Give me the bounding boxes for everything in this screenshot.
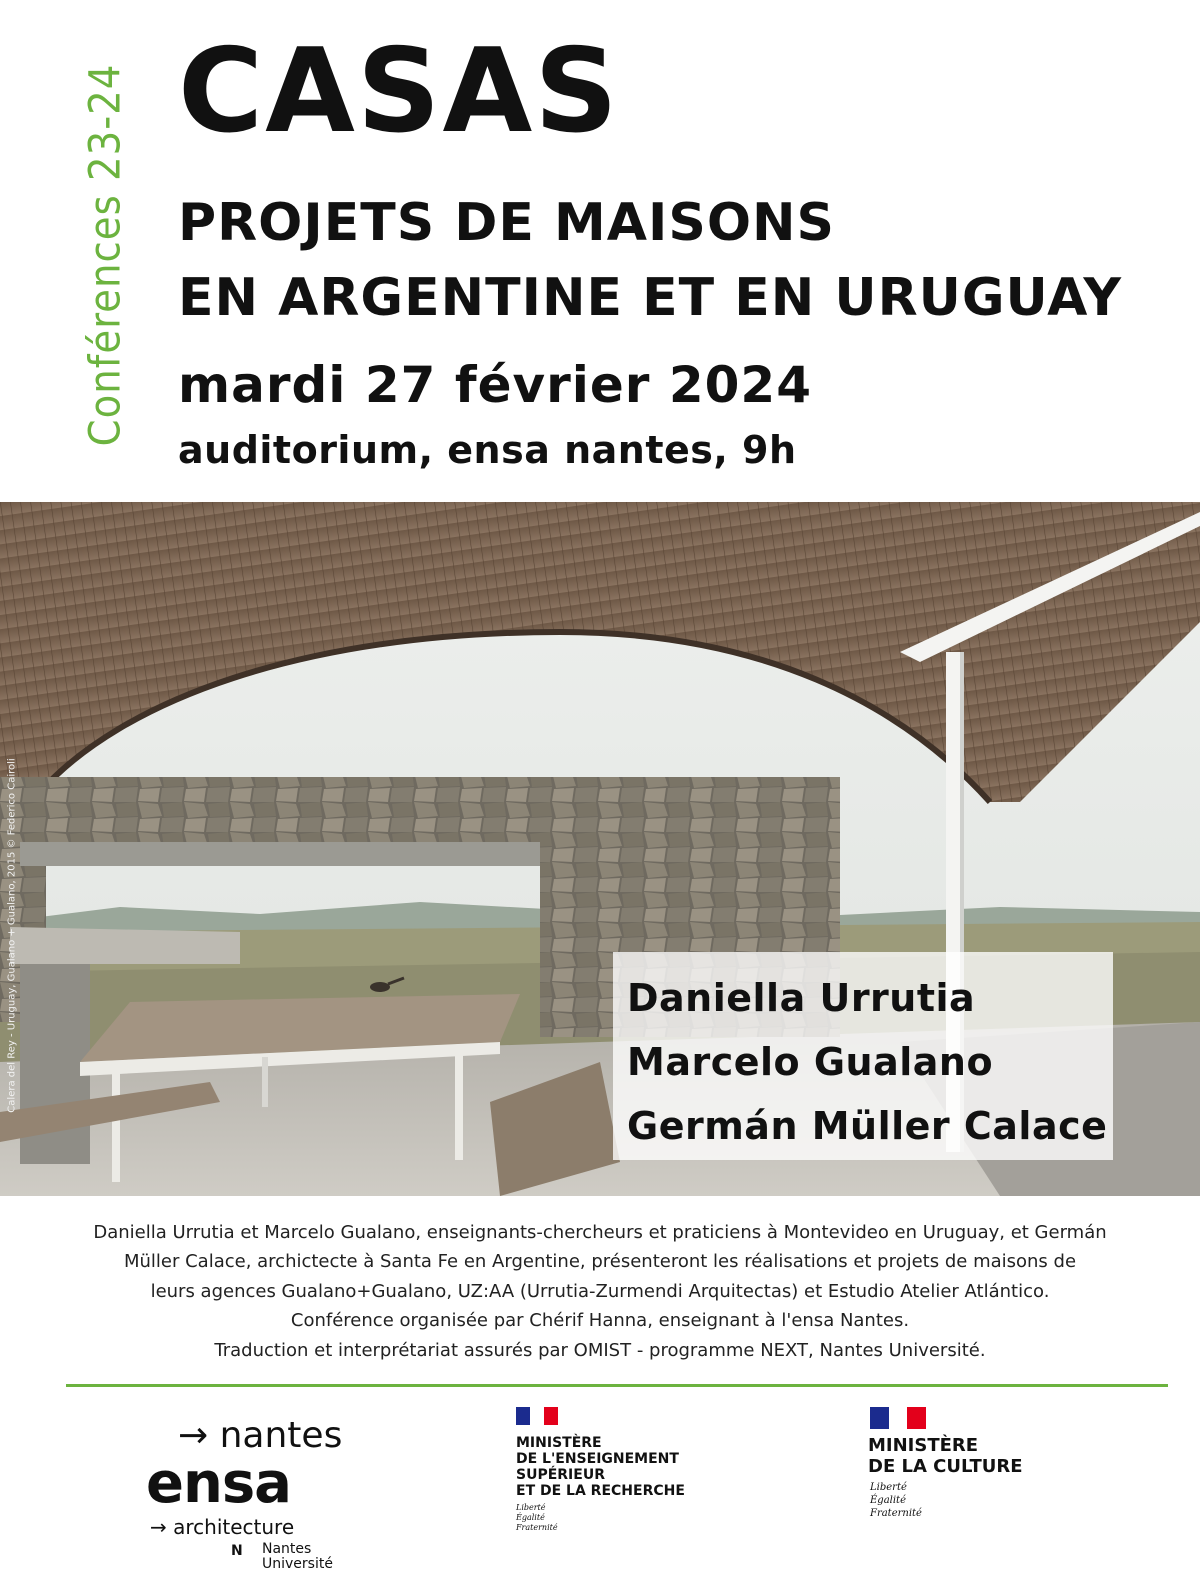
nantes-universite-icon: N [231,1543,243,1559]
ensa-logo-nantes: → nantes [178,1415,343,1456]
marianne-flag-icon [516,1407,558,1425]
mesr-devise: Liberté Égalité Fraternité [516,1503,558,1532]
subtitle-line-2: EN ARGENTINE ET EN URUGUAY [178,267,1123,328]
culture-name: MINISTÈRE DE LA CULTURE [868,1435,1023,1477]
speaker-name: Marcelo Gualano [627,1040,994,1084]
event-venue: auditorium, ensa nantes, 9h [178,428,797,472]
description-line: leurs agences Gualano+Gualano, UZ:AA (Urrutia-Zurmendi Arquitectas) et Estudio Atelier Atlántico. [150,1280,1050,1302]
speaker-name: Daniella Urrutia [627,976,976,1020]
poster-subtitle [178,186,1122,336]
ensa-nantes-logo [146,1415,376,1572]
event-description [40,1218,1160,1365]
culture-devise: Liberté Égalité Fraternité [870,1482,922,1519]
ensa-logo-ensa: ensa [146,1451,291,1516]
photo-credit-text: Calera del Rey - Uruguay, Gualano + Gualano, 2015 © Federico Cairoli [6,757,18,1113]
description-line: Müller Calace, archictecte à Santa Fe en Argentine, présenteront les réalisations et projets de maisons de [123,1251,1077,1273]
nantes-universite-text: Nantes Université [262,1541,333,1572]
poster-title: CASAS [178,24,620,159]
mesr-logo [514,1407,754,1567]
photo-credit [0,700,24,1170]
ensa-logo-architecture: → architecture [150,1515,295,1539]
subtitle-line-1: PROJETS DE MAISONS [178,193,836,253]
speakers-box [613,952,1113,1160]
speaker-name: Germán Müller Calace [627,1104,1108,1148]
series-label [70,40,140,470]
culture-logo [868,1407,1108,1567]
divider [66,1384,1168,1387]
series-label-text: Conférences 23-24 [80,63,131,447]
description-line: Daniella Urrutia et Marcelo Gualano, enseignants-chercheurs et praticiens à Montevideo en Uruguay, et Germán [93,1222,1107,1243]
description-line: Traduction et interprétariat assurés par OMIST - programme NEXT, Nantes Université. [214,1339,986,1361]
marianne-flag-icon [870,1407,926,1429]
mesr-name: MINISTÈRE DE L'ENSEIGNEMENT SUPÉRIEUR ET DE LA RECHERCHE [516,1435,685,1499]
description-line: Conférence organisée par Chérif Hanna, enseignant à l'ensa Nantes. [290,1310,910,1332]
event-date: mardi 27 février 2024 [178,356,813,414]
